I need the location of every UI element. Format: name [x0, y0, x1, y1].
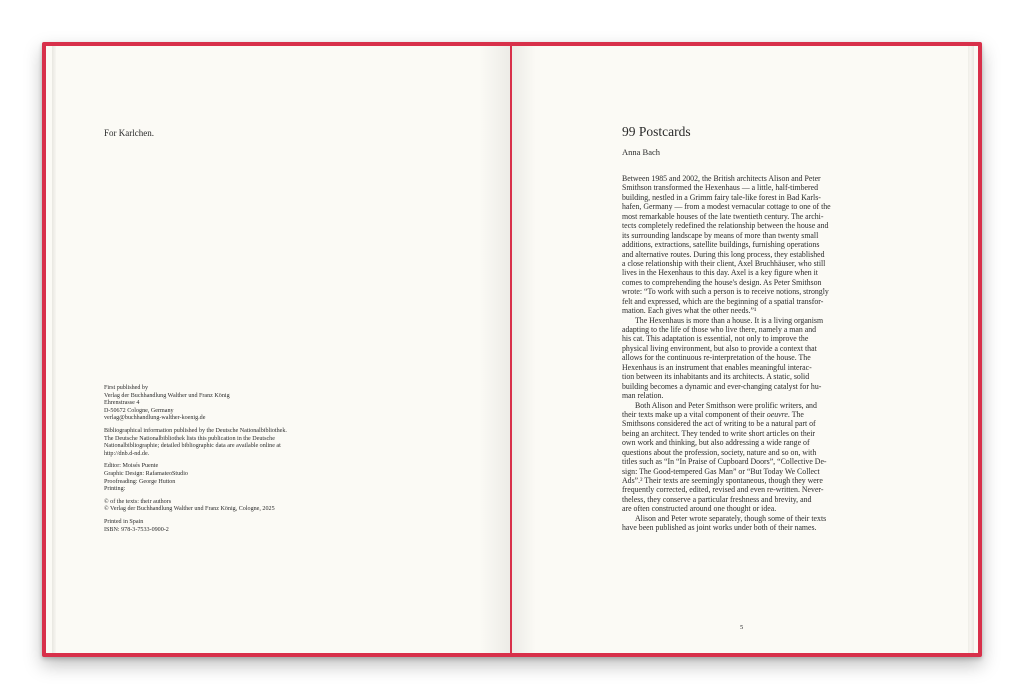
text-line: tects completely redefined the relationship between the house and [622, 221, 829, 231]
text-line: mation. Each gives what the other needs.”¹ [622, 306, 757, 316]
imprint-line: Proofreading: George Hutton [104, 478, 176, 485]
imprint-line: verlag@buchhandlung-walther-koenig.de [104, 415, 206, 422]
text-line: own work and thinking, but also addressing a wide range of [622, 438, 810, 448]
left-page [46, 46, 510, 653]
text-line: and alternative routes. During this long process, they established [622, 249, 825, 259]
imprint [104, 385, 404, 539]
text-line: their texts make up a vital component of their oeuvre. The [622, 409, 804, 419]
text-line: sign: The Good-tempered Gas Man” or “But Today We Collect [622, 466, 820, 476]
text-line: tion between its inhabitants and its architects. A static, solid [622, 372, 810, 382]
dedication: For Karlchen. [104, 128, 154, 138]
imprint-line: © of the texts: their authors [104, 498, 172, 505]
essay-author: Anna Bach [622, 147, 661, 157]
text-line: physical living environment, but also to provide a context that [622, 343, 817, 353]
text-line: lives in the Hexenhaus to this day. Axel is a key figure when it [622, 268, 818, 278]
paragraph [622, 316, 875, 401]
text-line: building becomes a dynamic and ever-changing catalyst for hu- [622, 381, 822, 391]
paragraph [622, 174, 875, 316]
page-number: 5 [740, 624, 744, 631]
imprint-line: ISBN: 978-3-7533-0900-2 [104, 526, 169, 533]
text-line: comes to comprehending the house's design. As Peter Smithson [622, 277, 822, 287]
essay-title: 99 Postcards [622, 124, 691, 139]
text-line: its surrounding landscape by means of more than twenty small [622, 230, 819, 240]
text-line: Smithsons considered the act of writing to be a natural part of [622, 419, 816, 429]
imprint-copyright [104, 499, 404, 514]
imprint-publisher [104, 385, 404, 423]
text-line: building, nestled in a Grimm fairy tale-like forest in Bad Karls- [622, 192, 821, 202]
imprint-line: Ehrenstrasse 4 [104, 400, 140, 407]
imprint-line: Printing: [104, 486, 126, 493]
imprint-line: Editor: Moisés Puente [104, 463, 159, 470]
text-line: Both Alison and Peter Smithson were prolific writers, and [635, 400, 817, 410]
imprint-line: First published by [104, 385, 149, 391]
imprint-line: Bibliographical information published by the Deutsche Nationalbibliothek. [104, 427, 287, 434]
imprint-line: Graphic Design: RafamateoStudio [104, 470, 188, 477]
text-line: Between 1985 and 2002, the British architects Alison and Peter [622, 174, 821, 183]
text-line: felt and expressed, which are the beginning of a spatial transfor- [622, 296, 824, 306]
text-line: Alison and Peter wrote separately, though some of their texts [635, 513, 827, 523]
text-line: a close relationship with their client, Axel Bruchhäuser, who still [622, 258, 826, 268]
essay-body [622, 174, 875, 533]
imprint-credits [104, 463, 404, 493]
right-page [512, 46, 978, 653]
text-line: his cat. This adaptation is essential, not only to improve the [622, 334, 809, 344]
text-line: questions about the profession, society, nature and so on, with [622, 447, 817, 457]
text-line: wrote: “To work with such a person is to receive notions, strongly [622, 287, 829, 297]
imprint-line: Verlag der Buchhandlung Walther und Franz König [104, 392, 230, 399]
text-line: titles such as “In “In Praise of Cupboard Doors”, “Collective De- [622, 457, 827, 467]
imprint-printed [104, 519, 404, 534]
imprint-line: Printed in Spain [104, 518, 144, 525]
text-line: hafen, Germany — from a modest vernacular cottage to one of the [622, 202, 831, 212]
text-line: Hexenhaus is an instrument that enables meaningful interac- [622, 362, 812, 372]
text-line: Smithson transformed the Hexenhaus — a little, half-timbered [622, 183, 819, 193]
text-line: adapting to the life of those who live there, namely a man and [622, 325, 817, 334]
text-line: frequently corrected, edited, revised and even re-written. Never- [622, 485, 824, 495]
imprint-line: http://dnb.d-nd.de. [104, 450, 150, 457]
paragraph [622, 514, 875, 533]
imprint-bibliographic [104, 428, 404, 458]
imprint-line: © Verlag der Buchhandlung Walther und Franz König, Cologne, 2025 [104, 506, 275, 513]
text-line: have been published as joint works under both of their names. [622, 523, 817, 533]
page-edge [52, 46, 56, 653]
text-line: Ads”.² Their texts are seemingly spontaneous, though they were [622, 476, 823, 485]
text-line: The Hexenhaus is more than a house. It is a living organism [635, 315, 824, 325]
text-line: allows for the continuous re-interpretation of the house. The [622, 353, 811, 363]
text-line: man relation. [622, 391, 664, 401]
text-line: most remarkable houses of the late twentieth century. The archi- [622, 211, 824, 221]
paragraph [622, 401, 875, 514]
text-line: theless, they conserve a particular freshness and brevity, and [622, 494, 812, 504]
text-line: are often constructed around one thought or idea. [622, 504, 777, 514]
text-line: being an architect. They tended to write short articles on their [622, 428, 816, 438]
imprint-line: The Deutsche Nationalbibliothek lists this publication in the Deutsche [104, 435, 275, 442]
imprint-line: Nationalbibliographie; detailed bibliographic data are available online at [104, 443, 281, 450]
text-line: additions, extractions, satellite buildings, furnishing operations [622, 240, 820, 250]
imprint-line: D-50672 Cologne, Germany [104, 407, 174, 414]
book-spread [42, 42, 982, 657]
